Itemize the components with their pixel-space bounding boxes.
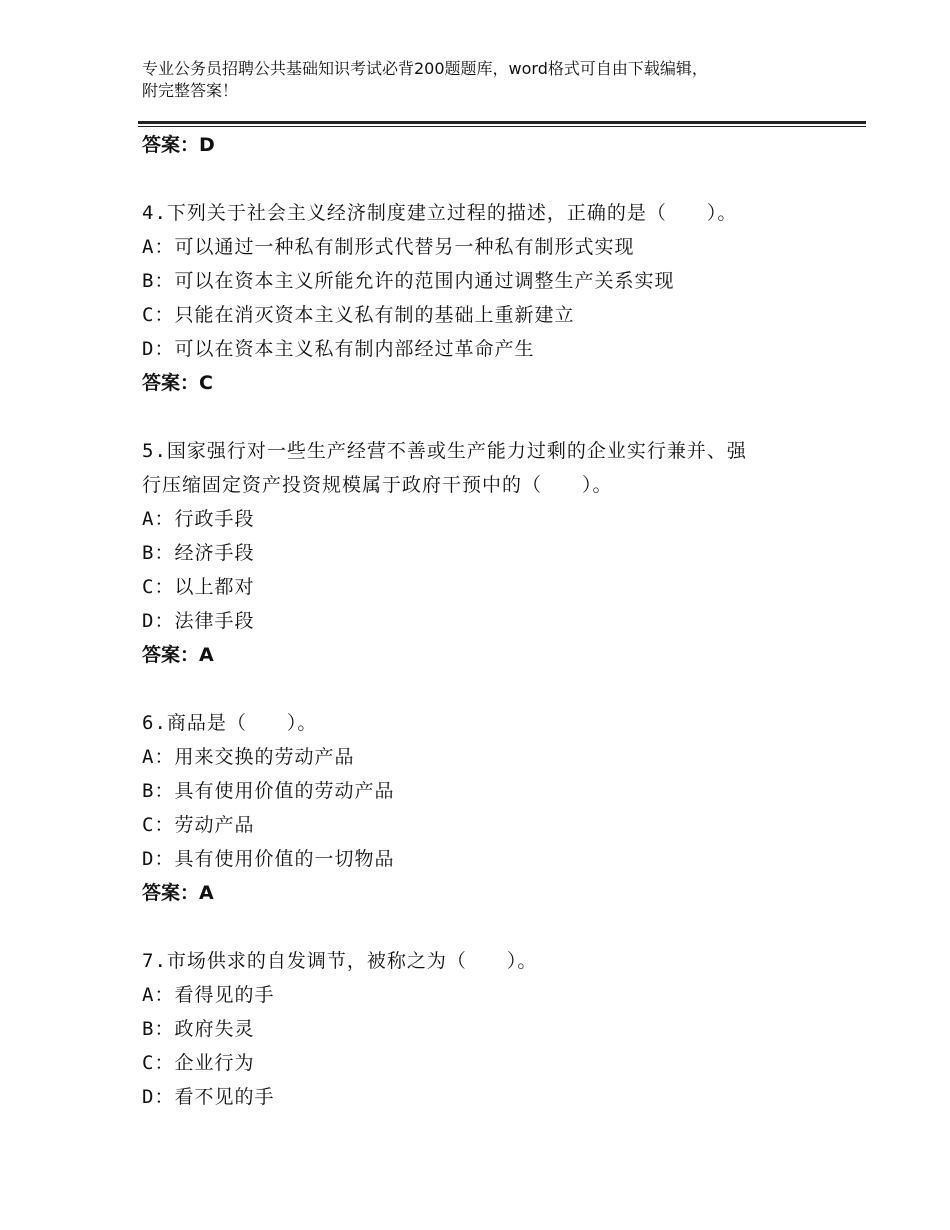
answer: 答案：A — [142, 882, 214, 904]
document-body — [142, 128, 842, 1114]
question-text: 7.市场供求的自发调节，被称之为（ ）。 — [142, 950, 538, 972]
question-text-line-2: 行压缩固定资产投资规模属于政府干预中的（ ）。 — [142, 474, 613, 496]
option-c: C：企业行为 — [142, 1052, 255, 1074]
question-text: 4.下列关于社会主义经济制度建立过程的描述，正确的是（ ）。 — [142, 202, 738, 224]
answer-prev-question: 答案：D — [142, 134, 215, 156]
option-c: C：只能在消灭资本主义私有制的基础上重新建立 — [142, 304, 575, 326]
question-5 — [142, 434, 842, 672]
option-a: A：行政手段 — [142, 508, 255, 530]
header-rule-thin — [138, 126, 866, 127]
option-b: B：经济手段 — [142, 542, 255, 564]
option-d: D：法律手段 — [142, 610, 255, 632]
answer: 答案：A — [142, 644, 214, 666]
option-c: C：以上都对 — [142, 576, 255, 598]
question-text-line-1: 5.国家强行对一些生产经营不善或生产能力过剩的企业实行兼并、强 — [142, 440, 747, 462]
option-d: D：具有使用价值的一切物品 — [142, 848, 395, 870]
option-b: B：政府失灵 — [142, 1018, 255, 1040]
document-header — [142, 58, 842, 102]
option-a: A：用来交换的劳动产品 — [142, 746, 355, 768]
option-c: C：劳动产品 — [142, 814, 255, 836]
question-6 — [142, 706, 842, 910]
question-text: 6.商品是（ ）。 — [142, 712, 318, 734]
option-a: A：看得见的手 — [142, 984, 275, 1006]
question-7 — [142, 944, 842, 1114]
option-a: A：可以通过一种私有制形式代替另一种私有制形式实现 — [142, 236, 635, 258]
option-b: B：具有使用价值的劳动产品 — [142, 780, 395, 802]
answer: 答案：C — [142, 372, 213, 394]
header-rule-thick — [138, 121, 866, 124]
header-line-2: 附完整答案！ — [142, 81, 239, 100]
option-d: D：可以在资本主义私有制内部经过革命产生 — [142, 338, 535, 360]
option-b: B：可以在资本主义所能允许的范围内通过调整生产关系实现 — [142, 270, 675, 292]
option-d: D：看不见的手 — [142, 1086, 275, 1108]
header-line-1: 专业公务员招聘公共基础知识考试必背200题题库，word格式可自由下载编辑， — [142, 59, 708, 78]
question-4 — [142, 196, 842, 400]
